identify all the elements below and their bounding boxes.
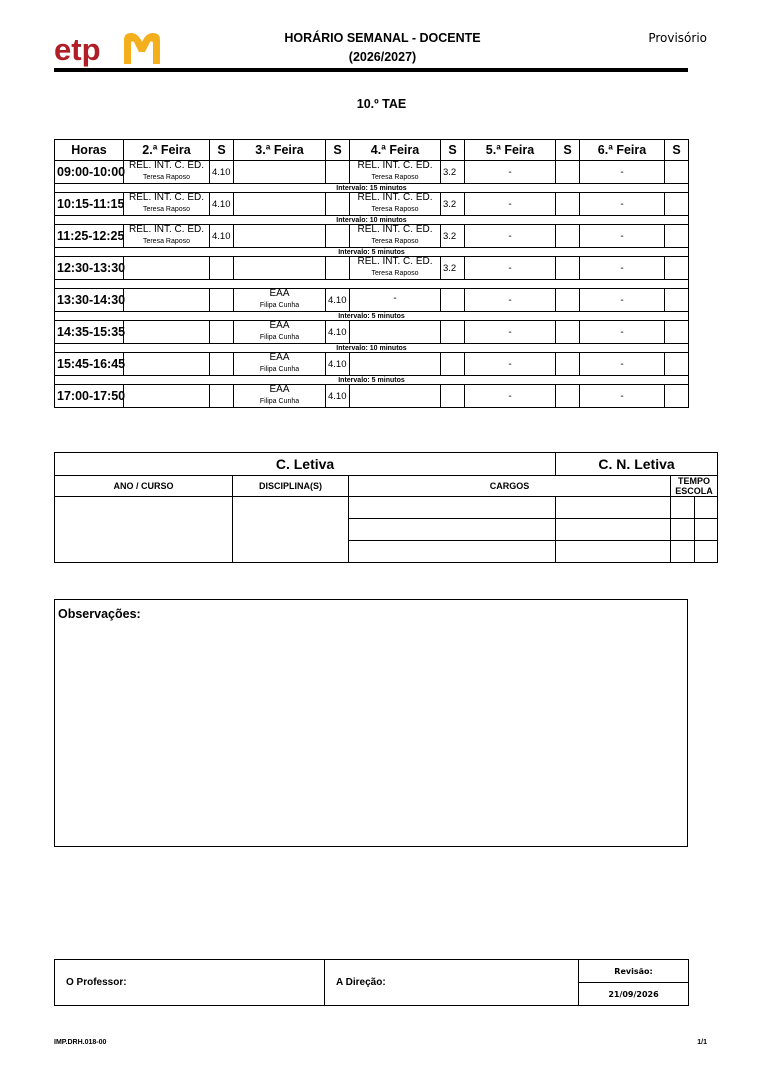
wednesday-cell [350,385,441,408]
tuesday-cell [234,193,326,216]
friday-room [665,193,689,216]
tuesday-cell [234,353,326,376]
header-rule [54,68,688,72]
ano-curso-cell [55,497,233,563]
friday-cell: - [580,321,665,344]
tempo-escola-header: TEMPO ESCOLA [671,476,718,497]
cargo-cell [349,541,556,563]
subject-name: EAA [269,320,290,331]
cargo-cell [556,541,671,563]
teacher-name: Teresa Raposo [142,238,191,245]
subject-name: REL. INT. C. ED. [128,192,204,203]
wednesday-room: 3.2 [441,193,465,216]
tuesday-room: 4.10 [326,353,350,376]
observations-label: Observações: [58,607,141,621]
tempo-cell [671,541,695,563]
signature-table [54,959,689,1006]
thursday-room [556,321,580,344]
thursday-cell: - [465,289,556,312]
tuesday-cell [234,257,326,280]
schedule-row [55,353,689,376]
observations-box [54,599,688,847]
friday-cell: - [580,225,665,248]
interval-row [55,280,689,289]
time-slot: 11:25-12:25 [55,225,124,248]
monday-cell [124,193,210,216]
interval-label: Intervalo: 5 minutos [55,376,689,385]
tuesday-room: 4.10 [326,385,350,408]
monday-cell [124,161,210,184]
interval-label: Intervalo: 10 minutos [55,216,689,225]
tempo-cell [671,519,695,541]
thursday-cell: - [465,193,556,216]
thursday-room [556,161,580,184]
friday-cell: - [580,353,665,376]
thursday-cell: - [465,321,556,344]
col-header: S [210,140,234,161]
col-header: 6.ª Feira [580,140,665,161]
revision-date: 21/09/2026 [579,983,689,1006]
tempo-cell [695,541,718,563]
subject-name: - [393,293,397,304]
teacher-name: Filipa Cunha [259,334,300,341]
wednesday-room [441,289,465,312]
tuesday-cell [234,225,326,248]
thursday-cell: - [465,257,556,280]
monday-room [210,353,234,376]
col-header: Horas [55,140,124,161]
wednesday-room [441,353,465,376]
subject-name: REL. INT. C. ED. [357,192,433,203]
subject-name: EAA [269,384,290,395]
revision-label: Revisão: [579,960,689,983]
c-n-letiva-header: C. N. Letiva [556,453,718,476]
interval-label: Intervalo: 10 minutos [55,344,689,353]
teacher-name: Teresa Raposo [371,270,419,277]
subject-name: EAA [269,352,290,363]
schedule-row [55,225,689,248]
friday-cell: - [580,257,665,280]
wednesday-room: 3.2 [441,257,465,280]
teacher-name: Teresa Raposo [142,206,191,213]
teacher-name: Teresa Raposo [371,238,419,245]
schedule-row [55,161,689,184]
friday-room [665,385,689,408]
subject-name: EAA [269,288,290,299]
friday-room [665,289,689,312]
monday-cell [124,225,210,248]
monday-cell [124,385,210,408]
professor-signature: O Professor: [55,960,325,1006]
tempo-cell [695,497,718,519]
friday-cell: - [580,161,665,184]
wednesday-cell [350,225,441,248]
interval-label [55,280,689,289]
wednesday-cell [350,161,441,184]
thursday-room [556,353,580,376]
schedule-header-row [55,140,689,161]
col-header: 3.ª Feira [234,140,326,161]
cargo-cell [556,519,671,541]
tuesday-room [326,193,350,216]
thursday-room [556,225,580,248]
thursday-room [556,193,580,216]
monday-cell [124,321,210,344]
tuesday-room [326,161,350,184]
teacher-name: Teresa Raposo [142,174,191,181]
tempo-cell [671,497,695,519]
tuesday-room: 4.10 [326,321,350,344]
friday-room [665,161,689,184]
friday-cell: - [580,385,665,408]
interval-row [55,344,689,353]
friday-room [665,321,689,344]
time-slot: 15:45-16:45 [55,353,124,376]
document-title: HORÁRIO SEMANAL - DOCENTE [284,31,481,45]
friday-room [665,257,689,280]
disciplinas-header: DISCIPLINA(S) [233,476,349,497]
teacher-name: Filipa Cunha [259,398,300,405]
subject-name: REL. INT. C. ED. [128,160,204,171]
tuesday-room: 4.10 [326,289,350,312]
friday-cell: - [580,193,665,216]
subject-name: REL. INT. C. ED. [128,224,204,235]
time-slot: 13:30-14:30 [55,289,124,312]
time-slot: 17:00-17:50 [55,385,124,408]
cargo-cell [556,497,671,519]
teacher-name: Teresa Raposo [371,206,419,213]
col-header: S [556,140,580,161]
disciplinas-cell [233,497,349,563]
tuesday-room [326,225,350,248]
interval-row [55,376,689,385]
interval-label: Intervalo: 5 minutos [55,248,689,257]
col-header: S [441,140,465,161]
wednesday-room: 3.2 [441,161,465,184]
col-header: 2.ª Feira [124,140,210,161]
schedule-row [55,385,689,408]
page-number: 1/1 [697,1039,707,1046]
cargo-cell [349,497,556,519]
thursday-cell: - [465,225,556,248]
time-slot: 10:15-11:15 [55,193,124,216]
tuesday-cell [234,385,326,408]
wednesday-cell [350,321,441,344]
monday-room [210,257,234,280]
monday-room [210,289,234,312]
time-slot: 14:35-15:35 [55,321,124,344]
friday-room [665,225,689,248]
monday-cell [124,353,210,376]
wednesday-room [441,321,465,344]
interval-row [55,312,689,321]
time-slot: 09:00-10:00 [55,161,124,184]
monday-room [210,321,234,344]
subject-name: REL. INT. C. ED. [357,256,433,267]
cargos-header: CARGOS [349,476,671,497]
logo-text: etp [54,32,101,67]
c-letiva-header: C. Letiva [55,453,556,476]
teacher-name: Filipa Cunha [259,302,300,309]
wednesday-room: 3.2 [441,225,465,248]
document-code: IMP.DRH.018-00 [54,1039,107,1046]
col-header: 4.ª Feira [350,140,441,161]
interval-label: Intervalo: 15 minutos [55,184,689,193]
monday-room: 4.10 [210,225,234,248]
teacher-name: Teresa Raposo [371,174,419,181]
status-label: Provisório [648,31,707,45]
tuesday-cell [234,161,326,184]
workload-summary-table [54,452,718,563]
teacher-name: Filipa Cunha [259,366,300,373]
tuesday-room [326,257,350,280]
tempo-cell [695,519,718,541]
monday-room: 4.10 [210,161,234,184]
monday-room [210,385,234,408]
subject-name: REL. INT. C. ED. [357,224,433,235]
col-header: S [326,140,350,161]
thursday-cell: - [465,385,556,408]
direction-signature: A Direção: [325,960,579,1006]
schedule-row [55,257,689,280]
weekly-schedule-table [54,139,689,408]
class-name: 10.º TAE [356,97,407,111]
wednesday-room [441,385,465,408]
wednesday-cell [350,353,441,376]
thursday-room [556,385,580,408]
friday-room [665,353,689,376]
wednesday-cell [350,193,441,216]
ano-curso-header: ANO / CURSO [55,476,233,497]
friday-cell: - [580,289,665,312]
time-slot: 12:30-13:30 [55,257,124,280]
tuesday-cell [234,289,326,312]
thursday-cell: - [465,353,556,376]
monday-cell [124,257,210,280]
schedule-row [55,321,689,344]
subject-name: REL. INT. C. ED. [357,160,433,171]
monday-cell [124,289,210,312]
col-header: 5.ª Feira [465,140,556,161]
cargo-cell [349,519,556,541]
interval-label: Intervalo: 5 minutos [55,312,689,321]
thursday-room [556,257,580,280]
school-logo [54,28,169,70]
logo-m-mark [124,33,160,64]
col-header: S [665,140,689,161]
tuesday-cell [234,321,326,344]
thursday-room [556,289,580,312]
schedule-row [55,193,689,216]
thursday-cell: - [465,161,556,184]
monday-room: 4.10 [210,193,234,216]
wednesday-cell [350,289,441,312]
wednesday-cell [350,257,441,280]
school-year: (2026/2027) [348,50,417,64]
schedule-row [55,289,689,312]
